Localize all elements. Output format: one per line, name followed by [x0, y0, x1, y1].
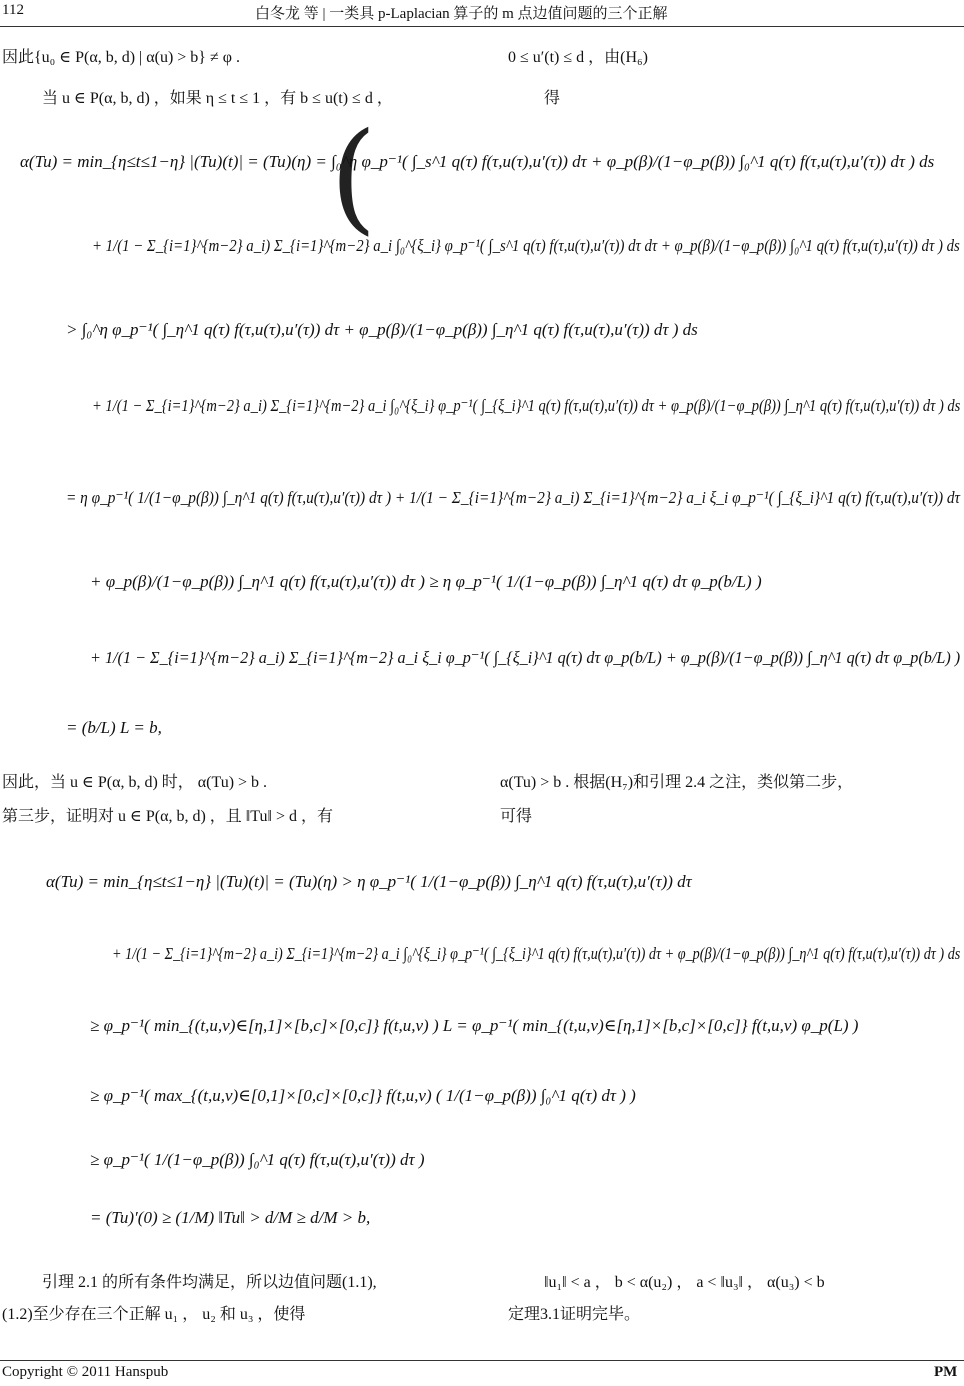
footer-copyright: Copyright © 2011 Hanspub [2, 1364, 169, 1380]
equation-line: + 1/(1 − Σ_{i=1}^{m−2} a_i) Σ_{i=1}^{m−2} a_i ∫₀^{ξ_i} φ_p⁻¹( ∫_{ξ_i}^1 q(τ) f(τ,u(τ),u′(τ)) dτ + φ_p(β)/(1−φ_p(β)) ∫_η^1 q(τ) f(τ,u(τ),u′(τ)) dτ ) ds [92, 396, 961, 415]
equation-line: α(Tu) = min_{η≤t≤1−η} |(Tu)(t)| = (Tu)(η) > η φ_p⁻¹( 1/(1−φ_p(β)) ∫_η^1 q(τ) f(τ,u(τ),u′(τ)) dτ [46, 872, 692, 891]
text-line-right: α(Tu) > b . 根据(H₇)和引理 2.4 之注，类似第二步， [500, 774, 854, 791]
equation-line: + 1/(1 − Σ_{i=1}^{m−2} a_i) Σ_{i=1}^{m−2} a_i ∫₀^{ξ_i} φ_p⁻¹( ∫_s^1 q(τ) f(τ,u(τ),u′(τ)) dτ dτ + φ_p(β)/(1−φ_p(β)) ∫₀^1 q(τ) f(τ,u(τ),u′(τ)) dτ ) ds [92, 236, 960, 255]
page-number: 112 [2, 2, 24, 18]
equation-line: ≥ φ_p⁻¹( 1/(1−φ_p(β)) ∫₀^1 q(τ) f(τ,u(τ),u′(τ)) dτ ) [90, 1150, 425, 1169]
text-line-right: 可得 [500, 808, 533, 825]
text-line-right: 得 [544, 90, 561, 107]
equation-line: = η φ_p⁻¹( 1/(1−φ_p(β)) ∫_η^1 q(τ) f(τ,u(τ),u′(τ)) dτ ) + 1/(1 − Σ_{i=1}^{m−2} a_i) Σ_{i=1}^{m−2} a_i ξ_i φ_p⁻¹( ∫_{ξ_i}^1 q(τ) f(τ,u(τ),u′(τ)) dτ [66, 488, 961, 507]
equation-line: + 1/(1 − Σ_{i=1}^{m−2} a_i) Σ_{i=1}^{m−2} a_i ∫₀^{ξ_i} φ_p⁻¹( ∫_{ξ_i}^1 q(τ) f(τ,u(τ),u′(τ)) dτ + φ_p(β)/(1−φ_p(β)) ∫_η^1 q(τ) f(τ,u(τ),u′(τ)) dτ ) ds [112, 944, 961, 963]
footer-journal-tag: PM [934, 1364, 958, 1380]
footer-rule [0, 1360, 964, 1361]
running-title: 白冬龙 等 | 一类具 p-Laplacian 算子的 m 点边值问题的三个正解 [255, 6, 668, 22]
equation-line: + 1/(1 − Σ_{i=1}^{m−2} a_i) Σ_{i=1}^{m−2} a_i ξ_i φ_p⁻¹( ∫_{ξ_i}^1 q(τ) dτ φ_p(b/L) + φ_p(β)/(1−φ_p(β)) ∫_η^1 q(τ) dτ φ_p(b/L) ) [90, 648, 961, 667]
equation-line: = (b/L) L = b, [66, 718, 162, 737]
equation-line: α(Tu) = min_{η≤t≤1−η} |(Tu)(t)| = (Tu)(η) = ∫₀^η φ_p⁻¹( ∫_s^1 q(τ) f(τ,u(τ),u′(τ)) dτ + φ_p(β)/(1−φ_p(β)) ∫₀^1 q(τ) f(τ,u(τ),u′(τ)) dτ ) ds [20, 152, 935, 171]
text-line-left: 引理 2.1 的所有条件均满足，所以边值问题(1.1), [42, 1274, 377, 1291]
text-line-right: 0 ≤ u′(t) ≤ d ，由(H₆) [508, 49, 648, 66]
equation-line: > ∫₀^η φ_p⁻¹( ∫_η^1 q(τ) f(τ,u(τ),u′(τ)) dτ + φ_p(β)/(1−φ_p(β)) ∫_η^1 q(τ) f(τ,u(τ),u′(τ)) dτ ) ds [66, 320, 698, 339]
text-line-left: 因此，当 u ∈ P(α, b, d) 时， α(Tu) > b . [2, 774, 268, 791]
text-line-right: ‖u₁‖ < a ， b < α(u₂) ， a < ‖u₃‖ ， α(u₃) < b [544, 1274, 825, 1291]
text-line-left: 因此{u₀ ∈ P(α, b, d) | α(u) > b} ≠ φ . [2, 49, 241, 66]
text-line-left: 当 u ∈ P(α, b, d) ，如果 η ≤ t ≤ 1 ，有 b ≤ u(t) ≤ d ， [42, 90, 393, 107]
text-line-right: 定理3.1证明完毕。 [508, 1306, 641, 1323]
equation-paren: ( [330, 108, 377, 247]
equation-line: ≥ φ_p⁻¹( max_{(t,u,v)∈[0,1]×[0,c]×[0,c]} f(t,u,v) ( 1/(1−φ_p(β)) ∫₀^1 q(τ) dτ ) ) [90, 1086, 636, 1105]
equation-line: ≥ φ_p⁻¹( min_{(t,u,v)∈[η,1]×[b,c]×[0,c]} f(t,u,v) ) L = φ_p⁻¹( min_{(t,u,v)∈[η,1]×[b,c]×[0,c]} f(t,u,v) φ_p(L) ) [90, 1016, 859, 1035]
equation-line: + φ_p(β)/(1−φ_p(β)) ∫_η^1 q(τ) f(τ,u(τ),u′(τ)) dτ ) ≥ η φ_p⁻¹( 1/(1−φ_p(β)) ∫_η^1 q(τ) dτ φ_p(b/L) ) [90, 572, 762, 591]
equation-line: = (Tu)′(0) ≥ (1/M) ‖Tu‖ > d/M ≥ d/M > b, [90, 1208, 371, 1227]
text-line-left: 第三步，证明对 u ∈ P(α, b, d) ，且 ‖Tu‖ > d ，有 [2, 808, 334, 825]
text-line-left: (1.2)至少存在三个正解 u₁ ， u₂ 和 u₃ ，使得 [2, 1306, 306, 1323]
header-rule [0, 26, 964, 27]
